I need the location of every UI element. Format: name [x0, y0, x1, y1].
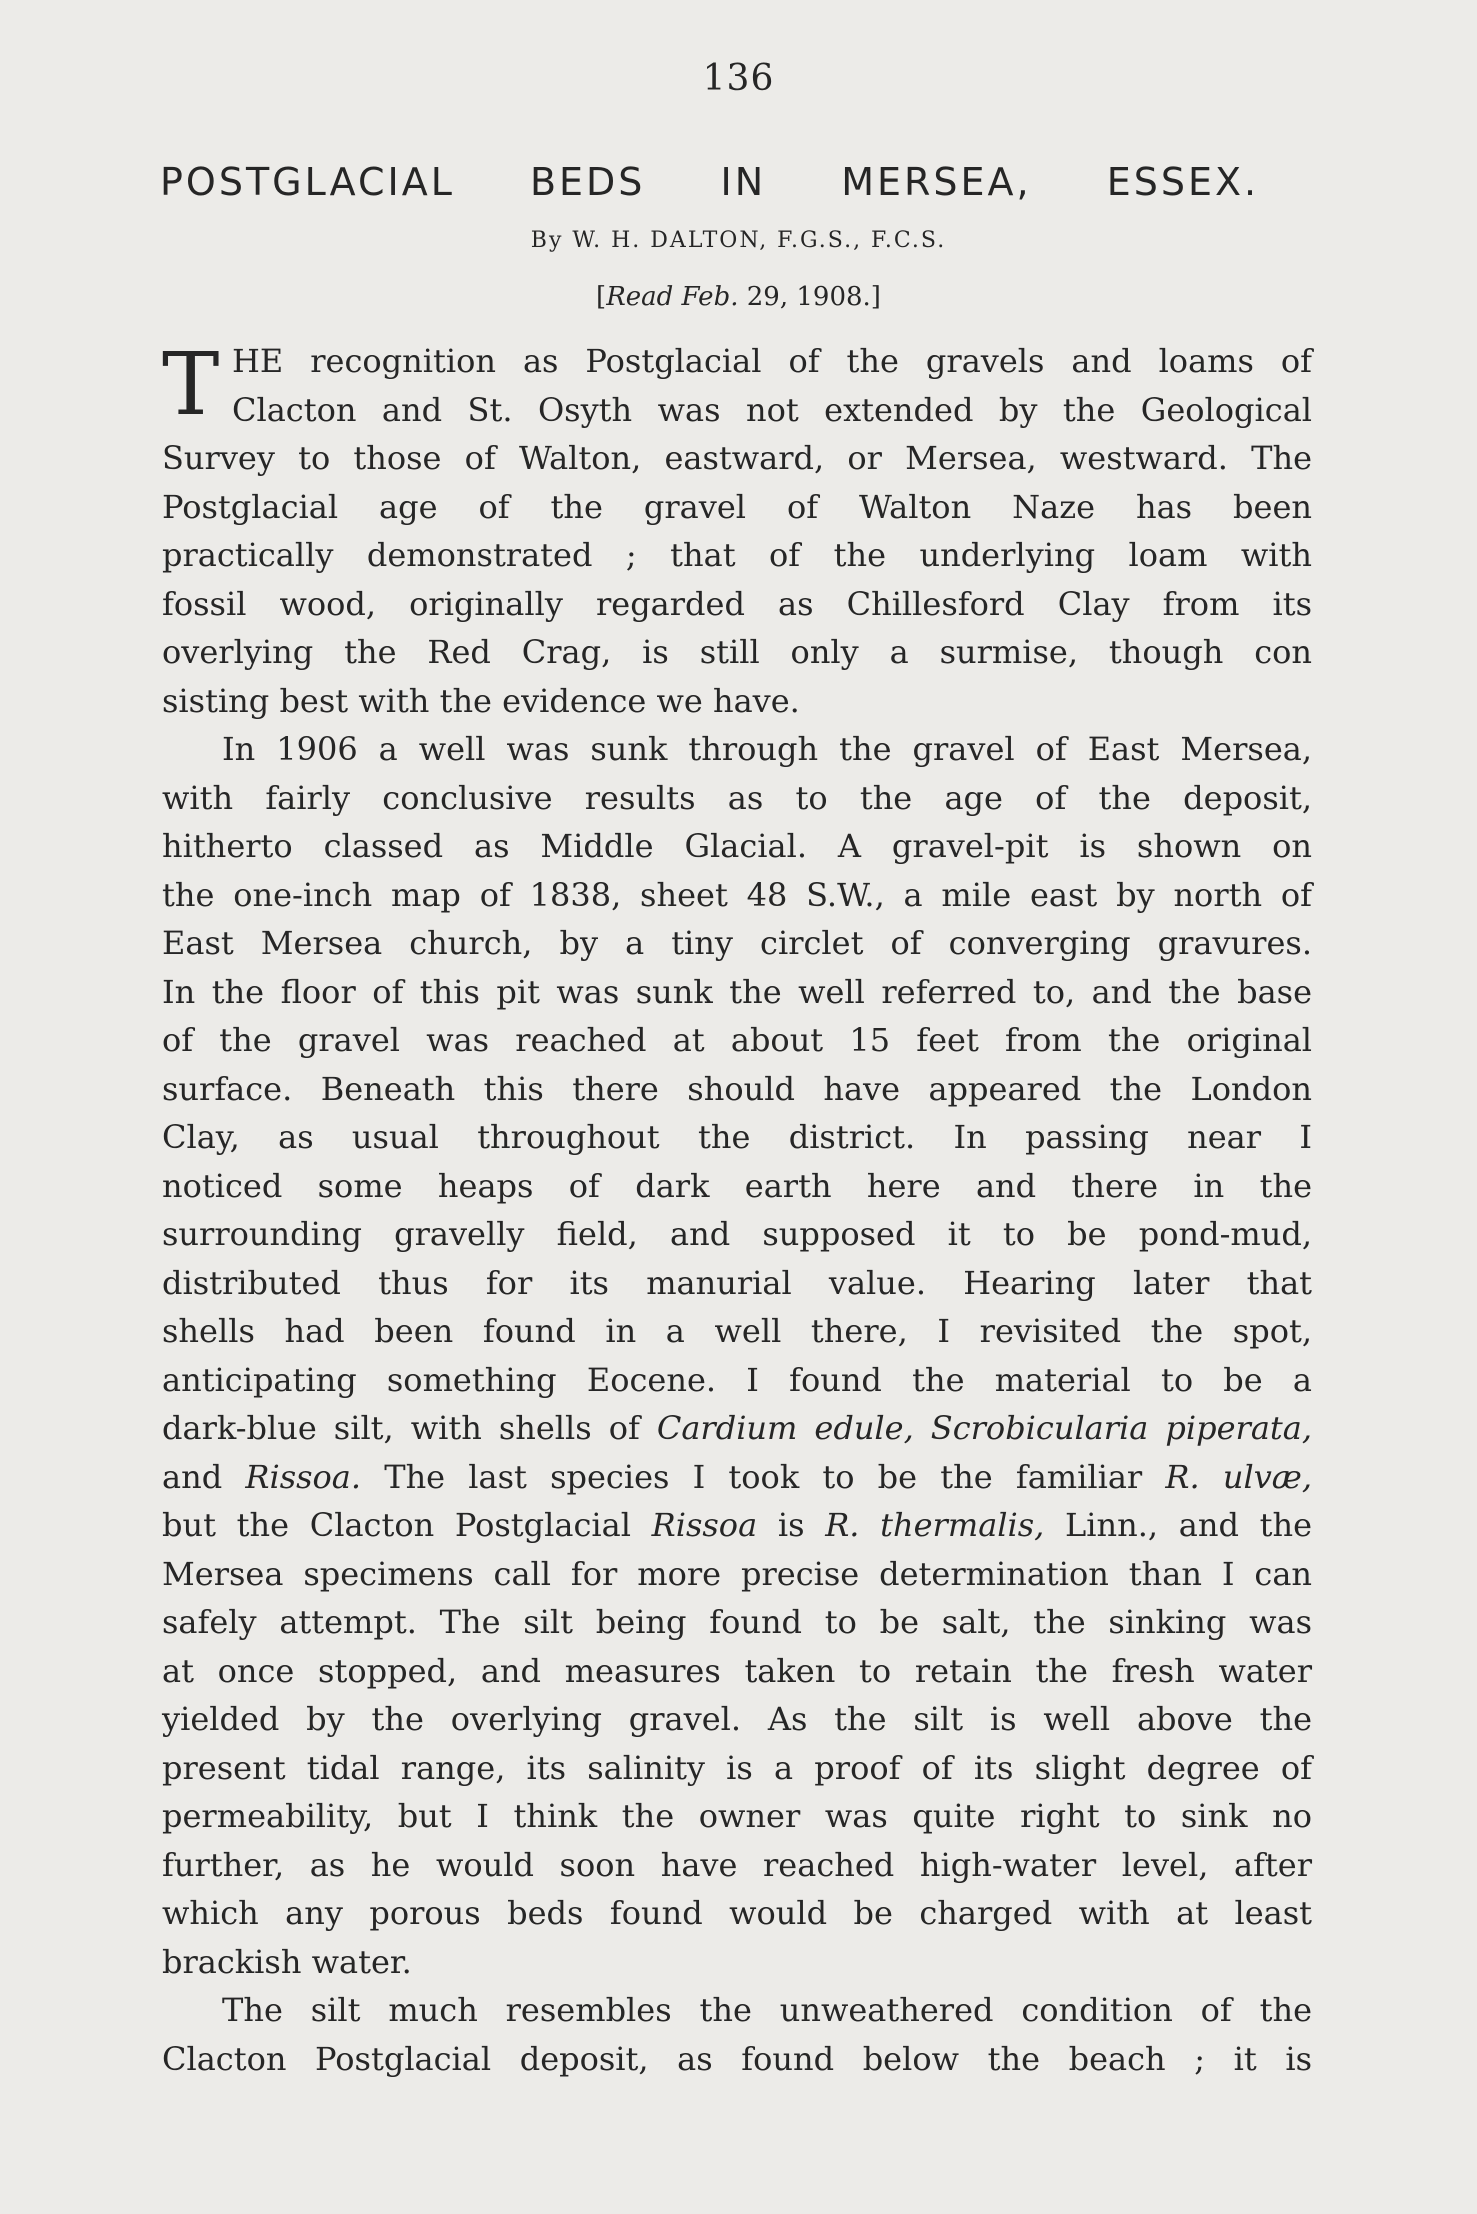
- text-line: at once stopped, and measures taken to retain the fresh water: [162, 1651, 1312, 1690]
- text-line: Clay, as usual throughout the district. In passing near I: [162, 1118, 1312, 1156]
- text-run: dark-blue silt, with shells of: [162, 1409, 657, 1447]
- text-line: anticipating something Eocene. I found the material to be a: [162, 1360, 1312, 1399]
- text-line: safely attempt. The silt being found to be salt, the sinking was: [162, 1603, 1312, 1641]
- text-line: In the floor of this pit was sunk the well referred to, and the base: [162, 972, 1312, 1011]
- read-date: [0, 282, 1477, 312]
- text-line: noticed some heaps of dark earth here and there in the: [162, 1166, 1312, 1205]
- text-line: further, as he would soon have reached high-water level, after: [162, 1845, 1312, 1884]
- read-date-open: [: [596, 282, 607, 312]
- text-line: Mersea specimens call for more precise determination than I can: [162, 1554, 1312, 1593]
- paragraph-3: [162, 1986, 1312, 2083]
- text-line: Clacton and St. Osyth was not extended by the Geological: [232, 390, 1312, 429]
- text-line: with fairly conclusive results as to the age of the deposit,: [162, 778, 1312, 817]
- text-line: practically demonstrated ; that of the underlying loam with: [162, 536, 1312, 574]
- text-run: Linn., and the: [1044, 1506, 1313, 1544]
- text-line: the one-inch map of 1838, sheet 48 S.W., a mile east by north of: [162, 875, 1312, 914]
- page-number: 136: [702, 58, 775, 99]
- text-line: present tidal range, its salinity is a proof of its slight degree of: [162, 1748, 1312, 1787]
- species-name: Rissoa: [651, 1506, 758, 1544]
- species-name: R. thermalis,: [825, 1506, 1045, 1544]
- species-name: R. ulvæ,: [1165, 1457, 1313, 1496]
- paragraph-1: [162, 337, 1312, 725]
- text-line: overlying the Red Crag, is still only a surmise, though con: [162, 633, 1312, 671]
- text-line: [162, 1453, 1312, 1502]
- text-line: shells had been found in a well there, I revisited the spot,: [162, 1312, 1312, 1350]
- text-run: is: [757, 1506, 826, 1544]
- text-run: The last species I took to be the familiar: [361, 1457, 1166, 1496]
- species-name: Rissoa.: [245, 1457, 362, 1496]
- text-line: [162, 1404, 1312, 1453]
- paragraph-2: [162, 725, 1312, 1986]
- read-date-italic: Read Feb.: [606, 282, 739, 312]
- article-title: POSTGLACIAL BEDS IN MERSEA, ESSEX.: [160, 160, 1260, 204]
- text-run: but the Clacton Postglacial: [162, 1506, 652, 1544]
- text-line: In 1906 a well was sunk through the gravel of East Mersea,: [222, 730, 1312, 768]
- text-line: which any porous beds found would be charged with at least: [162, 1894, 1312, 1932]
- text-line: East Mersea church, by a tiny circlet of converging gravures.: [162, 924, 1312, 962]
- text-line: fossil wood, originally regarded as Chillesford Clay from its: [162, 584, 1312, 623]
- text-line: Clacton Postglacial deposit, as found below the beach ; it is: [162, 2039, 1312, 2078]
- text-line: distributed thus for its manurial value. Hearing later that: [162, 1263, 1312, 1302]
- text-line: yielded by the overlying gravel. As the silt is well above the: [162, 1700, 1312, 1738]
- author-byline: By W. H. DALTON, F.G.S., F.C.S.: [530, 228, 947, 253]
- text-line: surface. Beneath this there should have appeared the London: [162, 1069, 1312, 1108]
- text-line: HE recognition as Postglacial of the gravels and loams of: [232, 342, 1312, 380]
- text-line: of the gravel was reached at about 15 feet from the original: [162, 1021, 1312, 1059]
- text-line: Survey to those of Walton, eastward, or Mersea, westward. The: [162, 439, 1312, 477]
- species-name: Cardium edule, Scrobicularia piperata,: [656, 1409, 1313, 1447]
- text-run: and: [162, 1457, 246, 1496]
- text-line: [162, 1501, 1312, 1550]
- text-line: sisting best with the evidence we have.: [162, 681, 800, 720]
- text-line: Postglacial age of the gravel of Walton Naze has been: [162, 487, 1312, 526]
- read-date-rest: 29, 1908.]: [738, 282, 881, 312]
- text-line: brackish water.: [162, 1942, 412, 1981]
- text-line: surrounding gravelly field, and supposed it to be pond-mud,: [162, 1215, 1312, 1253]
- drop-cap: T: [162, 335, 220, 435]
- article-body: [162, 337, 1312, 2083]
- text-line: permeability, but I think the owner was quite right to sink no: [162, 1797, 1312, 1835]
- text-line: hitherto classed as Middle Glacial. A gravel-pit is shown on: [162, 827, 1312, 865]
- text-line: The silt much resembles the unweathered condition of the: [222, 1991, 1312, 2029]
